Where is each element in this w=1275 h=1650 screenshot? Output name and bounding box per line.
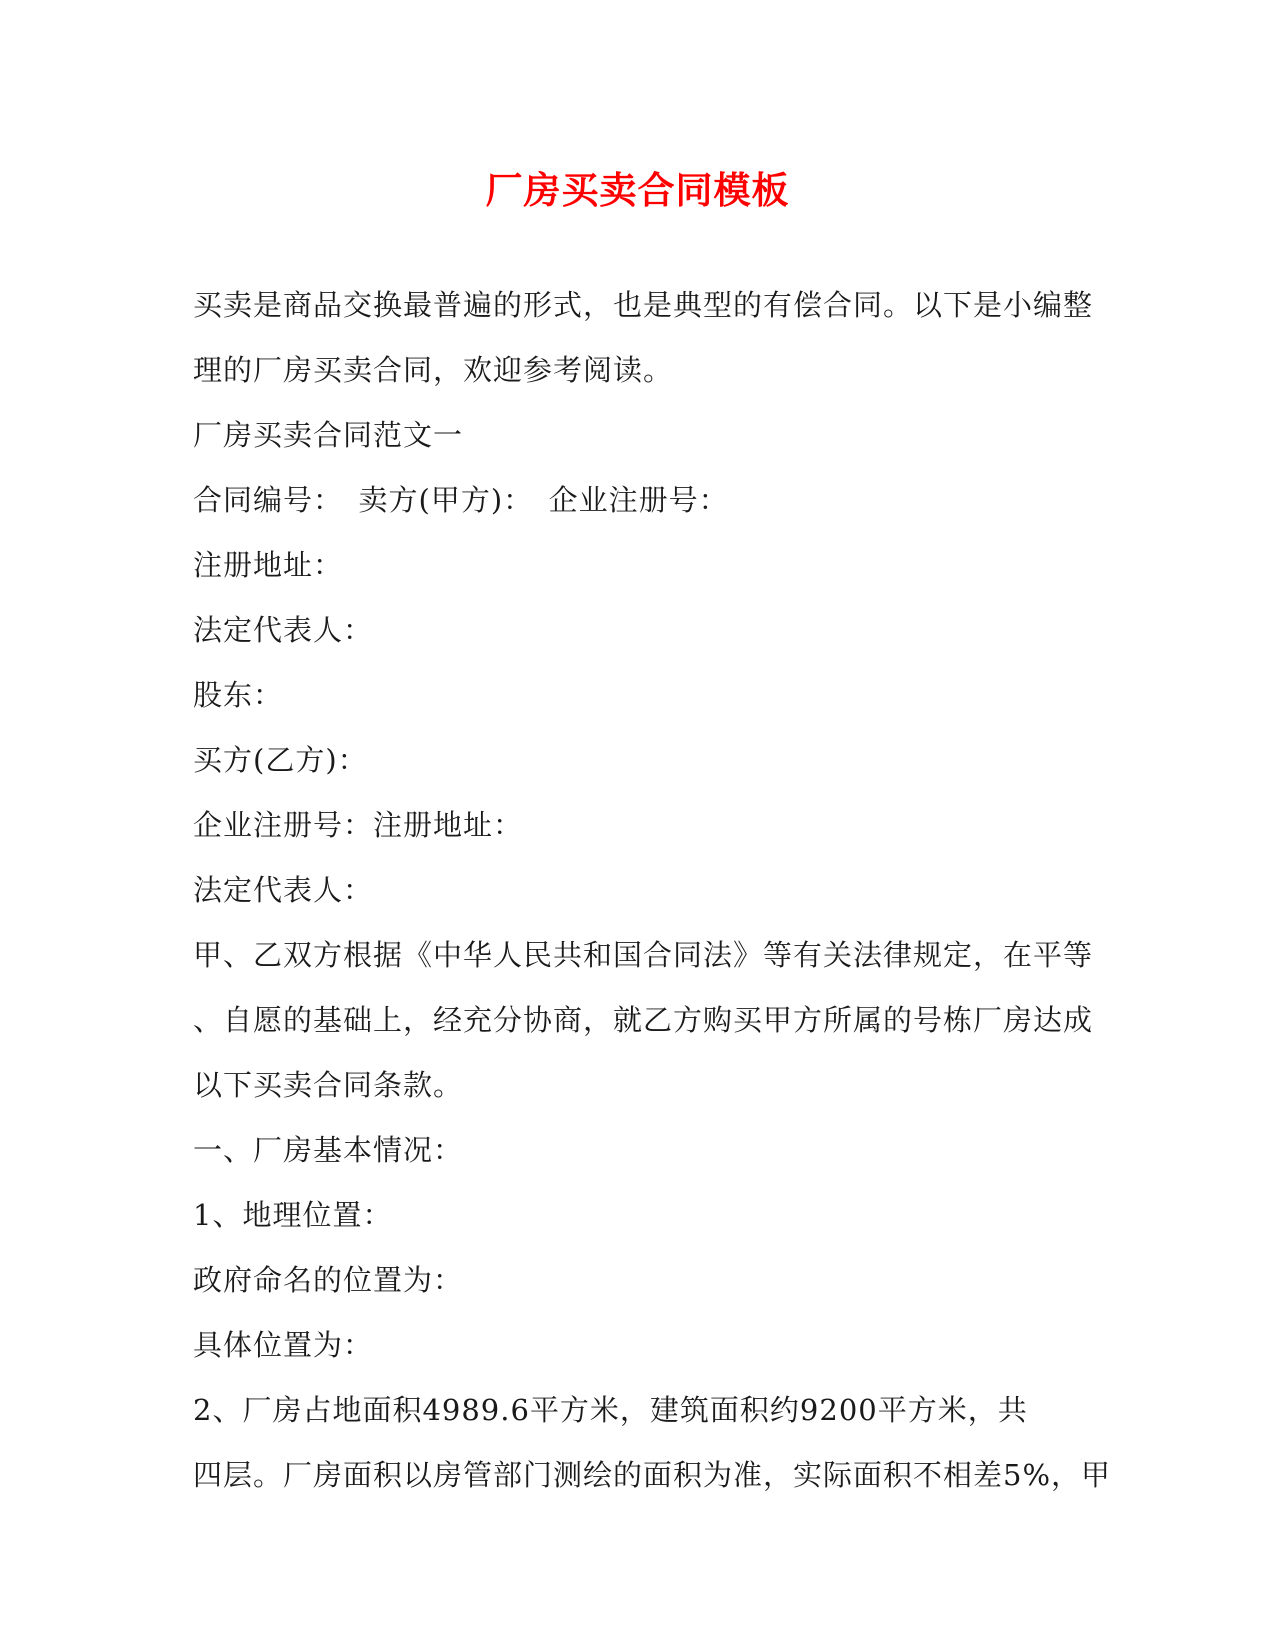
specific-location-line: 具体位置为： — [193, 1328, 374, 1362]
seller-address-line: 注册地址： — [193, 548, 344, 582]
buyer-registration-line: 企业注册号：注册地址： — [193, 808, 524, 842]
clause-item-area: 2、厂房占地面积4989.6平方米，建筑面积约9200平方米，共 — [193, 1393, 1028, 1427]
agreement-paragraph-line-1: 甲、乙双方根据《中华人民共和国合同法》等有关法律规定，在平等 — [193, 938, 1094, 972]
clause-item-location: 1、地理位置： — [193, 1198, 393, 1232]
government-location-line: 政府命名的位置为： — [193, 1263, 464, 1297]
section-heading: 厂房买卖合同范文一 — [193, 418, 464, 452]
buyer-line: 买方(乙方)： — [193, 743, 368, 777]
area-continuation-line: 四层。厂房面积以房管部门测绘的面积为准，实际面积不相差5%，甲 — [193, 1458, 1112, 1492]
clause-heading-1: 一、厂房基本情况： — [193, 1133, 464, 1167]
buyer-legal-rep-line: 法定代表人： — [193, 873, 374, 907]
document-title: 厂房买卖合同模板 — [485, 168, 790, 212]
agreement-paragraph-line-2: 、自愿的基础上，经充分协商，就乙方购买甲方所属的号栋厂房达成 — [193, 1003, 1094, 1037]
agreement-paragraph-line-3: 以下买卖合同条款。 — [193, 1068, 464, 1102]
document-body — [193, 282, 1112, 1517]
shareholders-line: 股东： — [193, 678, 284, 712]
contract-number-line: 合同编号： 卖方(甲方)： 企业注册号： — [193, 483, 729, 517]
seller-legal-rep-line: 法定代表人： — [193, 613, 374, 647]
intro-line-2: 理的厂房买卖合同，欢迎参考阅读。 — [193, 353, 674, 387]
intro-line-1: 买卖是商品交换最普遍的形式，也是典型的有偿合同。以下是小编整 — [193, 288, 1094, 322]
